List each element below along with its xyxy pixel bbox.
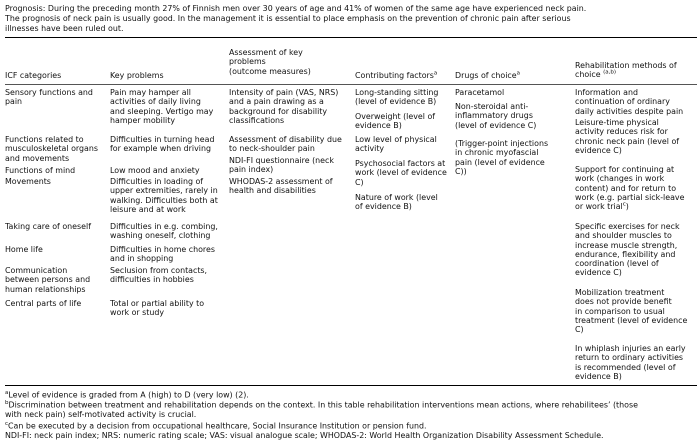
header-assessment: Assessment of key problems (outcome measures) — [229, 48, 311, 76]
rehab-method-text: ) — [625, 202, 629, 212]
drug: Paracetamol — [455, 88, 505, 97]
rehab-method-text: Support for continuing at work (changes in work content) and for return to work (e.g. partial sick-leave or work trial — [575, 165, 685, 212]
header-icf: ICF categories — [5, 71, 62, 80]
key-problem: Difficulties in e.g. combing, washing oneself, clothing — [110, 222, 218, 241]
header-drugs-label: Drugs of choice — [455, 71, 517, 80]
rehab-method — [575, 165, 684, 211]
header-drugs — [455, 71, 520, 80]
key-problem: Difficulties in loading of upper extremities, rarely in walking. Difficulties both at leisure and at work — [110, 177, 218, 214]
footnote-c — [5, 420, 427, 431]
contributing-factor: Nature of work (level of evidence B) — [355, 193, 438, 212]
rehab-method: Specific exercises for neck and shoulder muscles to increase muscle strength, endurance, flexibility and coordination (level of evidence C) — [575, 222, 680, 278]
icf-category: Home life — [5, 245, 43, 254]
footnote-mark: a — [433, 70, 438, 77]
key-problem: Total or partial ability to work or study — [110, 299, 205, 318]
abbreviations: NDI-FI: neck pain index; NRS: numeric rating scale; VAS: visual analogue scale; WHODAS-2: World Health Organization Disability Assessment Schedule. — [5, 431, 604, 440]
drug: Non-steroidal anti- inflammatory drugs (level of evidence C) — [455, 102, 537, 130]
header-contributing-factors — [355, 71, 437, 80]
icf-category: Movements — [5, 177, 51, 186]
contributing-factor: Low level of physical activity — [355, 135, 437, 154]
assessment-measure: NDI-FI questionnaire (neck pain index) — [229, 156, 334, 175]
header-key-problems: Key problems — [110, 71, 164, 80]
contributing-factor: Overweight (level of evidence B) — [355, 112, 436, 131]
key-problem: Seclusion from contacts, difficulties in hobbies — [110, 266, 208, 285]
icf-category: Taking care of oneself — [5, 222, 91, 231]
contributing-factor: Long-standing sitting (level of evidence B) — [355, 88, 439, 107]
footnote-b — [5, 399, 638, 419]
prognosis-line: The prognosis of neck pain is usually good. In the management it is essential to place emphasis on the prevention of chronic pain after serious — [5, 14, 571, 23]
contributing-factor: Psychosocial factors at work (level of evidence C) — [355, 159, 447, 187]
icf-category: Central parts of life — [5, 299, 82, 308]
key-problem: Pain may hamper all activities of daily living and sleeping. Vertigo may hamper mobility — [110, 88, 214, 125]
footnote-mark: a — [5, 390, 9, 396]
footnote-mark: (a,b) — [603, 69, 616, 76]
header-rehabilitation-label: Rehabilitation methods of choice — [575, 61, 677, 80]
key-problem: Difficulties in turning head for example when driving — [110, 135, 215, 154]
footnote-text: Level of evidence is graded from A (high) to D (very low) (2). — [8, 390, 249, 400]
icf-category: Functions related to musculoskeletal organs and movements — [5, 135, 98, 163]
footnote-text: Discrimination between treatment and rehabilitation depends on the context. In this table rehabilitation interventions mean actions, where rehabilitees’ (those with neck pain) self-motivated activity is crucial. — [5, 400, 638, 419]
header-contributing-factors-label: Contributing factors — [355, 71, 434, 80]
header-rule — [5, 84, 697, 85]
footnote-mark: b — [5, 400, 9, 406]
table-bottom-rule — [5, 385, 697, 386]
prognosis-line: illnesses have been ruled out. — [5, 24, 124, 33]
footnote-mark: c — [622, 201, 626, 208]
footnote-mark: c — [5, 421, 9, 427]
icf-category: Sensory functions and pain — [5, 88, 93, 107]
header-rehabilitation — [575, 61, 677, 80]
prognosis-line: Prognosis: During the preceding month 27% of Finnish men over 30 years of age and 41% of women of the same age have experienced neck pain. — [5, 4, 587, 13]
footnote-text: Can be executed by a decision from occupational healthcare, Social Insurance Institution or pension fund. — [8, 421, 427, 431]
assessment-measure: Assessment of disability due to neck-shoulder pain — [229, 135, 342, 154]
assessment-measure: Intensity of pain (VAS, NRS) and a pain drawing as a background for disability classifications — [229, 88, 339, 125]
icf-category: Functions of mind — [5, 166, 76, 175]
key-problem: Low mood and anxiety — [110, 166, 200, 175]
rehab-method: Leisure-time physical activity reduces risk for chronic neck pain (level of evidence C) — [575, 118, 680, 155]
table-top-rule — [5, 37, 697, 38]
drug: (Trigger-point injections in chronic myofascial pain (level of evidence C)) — [455, 139, 549, 176]
rehab-method: Information and continuation of ordinary daily activities despite pain — [575, 88, 684, 116]
rehab-method: In whiplash injuries an early return to ordinary activities is recommended (level of evidence B) — [575, 344, 686, 381]
footnote-mark: a — [516, 70, 520, 77]
key-problem: Difficulties in home chores and in shopping — [110, 245, 215, 264]
assessment-measure: WHODAS-2 assessment of health and disabilities — [229, 177, 333, 196]
rehab-method: Mobilization treatment does not provide benefit in comparison to usual treatment (level of evidence C) — [575, 288, 688, 335]
icf-category: Communication between persons and human relationships — [5, 266, 91, 294]
